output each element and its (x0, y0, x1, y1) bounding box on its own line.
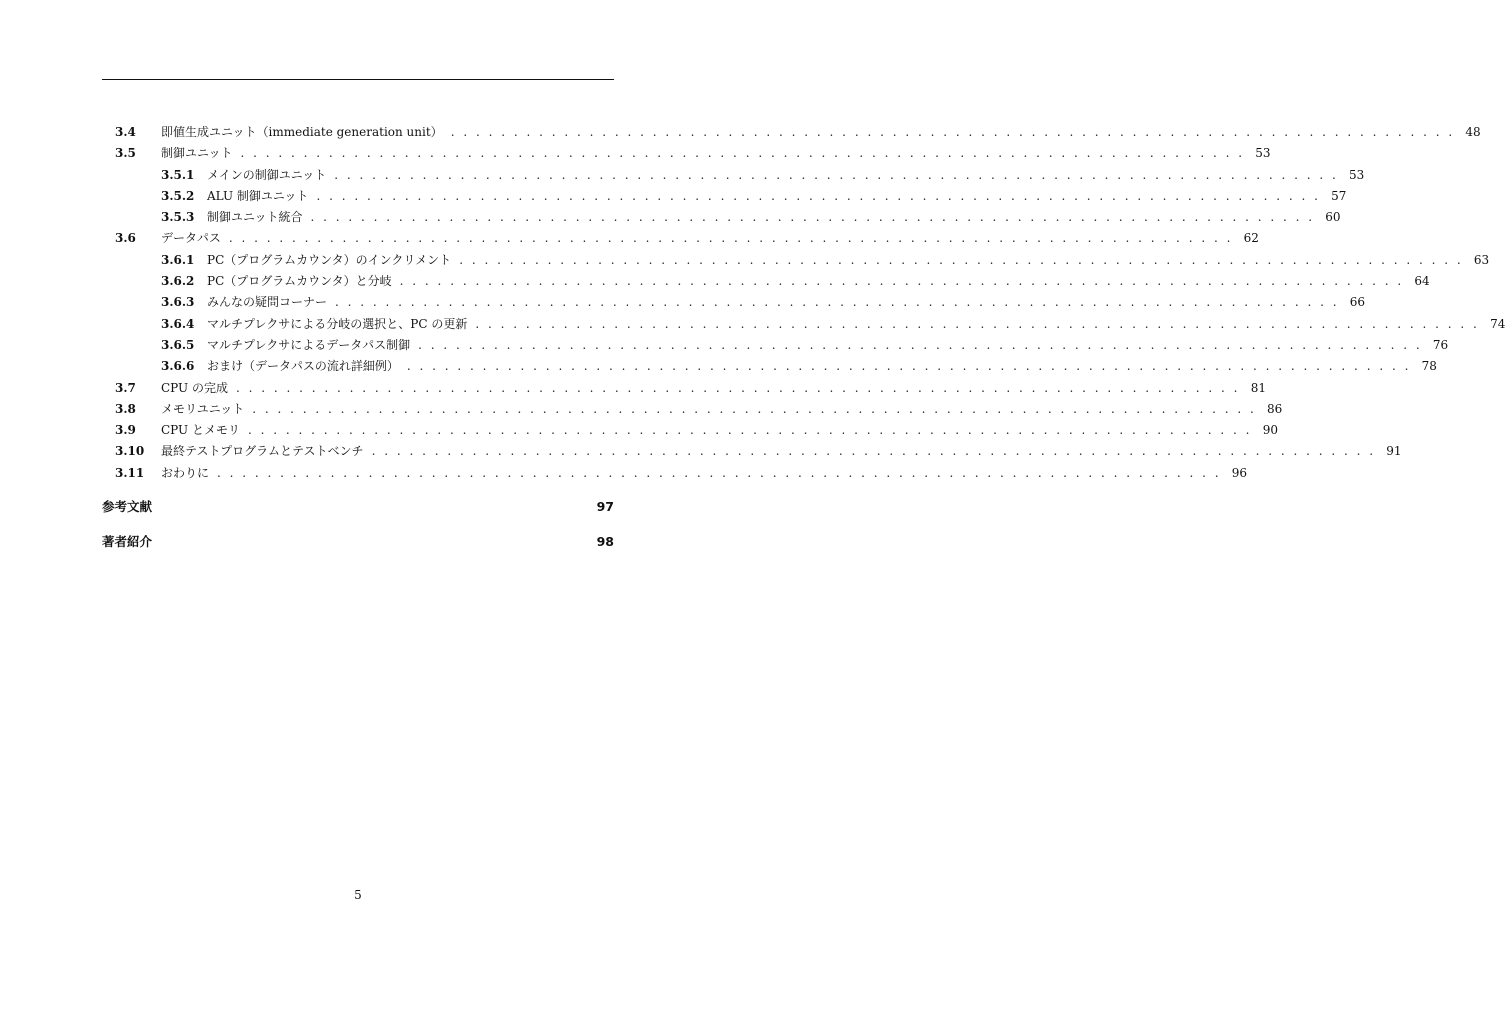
dot-leader: . . . . . . . . . . . . . . . . . . . . . . . . . . . . . . . . . . . . . . . . . . . . . . . . . . . . . . . . . . . . . . . . . . . . . . . . . . . . . . . . (335, 295, 1340, 310)
dot-leader: . . . . . . . . . . . . . . . . . . . . . . . . . . . . . . . . . . . . . . . . . . . . . . . . . . . . . . . . . . . . . . . . . . . . . . . . . . . . . . . . (217, 465, 1222, 480)
toc-entry-title: おまけ（データパスの流れ詳細例） (207, 359, 399, 374)
dot-leader: . . . . . . . . . . . . . . . . . . . . . . . . . . . . . . . . . . . . . . . . . . . . . . . . . . . . . . . . . . . . . . . . . . . . . . . . . . . . . . . . (475, 316, 1480, 331)
toc-entry-number: 3.6.3 (161, 295, 195, 310)
toc-entry[interactable] (102, 122, 1481, 143)
toc-entry-number: 3.5 (115, 146, 136, 161)
dot-leader: . . . . . . . . . . . . . . . . . . . . . . . . . . . . . . . . . . . . . . . . . . . . . . . . . . . . . . . . . . . . . . . . . . . . . . . . . . . . . . . . (406, 359, 1411, 374)
toc-entry[interactable] (102, 399, 1283, 420)
toc-entry-title: 最終テストプログラムとテストベンチ (161, 444, 364, 459)
toc-entry[interactable] (102, 143, 1271, 164)
toc-entry-number: 3.5.2 (161, 188, 195, 203)
toc-entry[interactable] (102, 420, 1278, 441)
toc-entry-number: 3.6 (115, 231, 136, 246)
toc-entry-page: 48 (1465, 125, 1481, 139)
toc-entry-page: 86 (1267, 401, 1283, 416)
toc-entry-title: マルチプレクサによるデータパス制御 (207, 337, 411, 352)
chapter-title: 参考文献 (102, 499, 153, 514)
header-rule (102, 79, 614, 80)
toc-entry-page: 74 (1490, 316, 1505, 331)
toc-entry-title: CPU とメモリ (161, 423, 240, 438)
dot-leader: . . . . . . . . . . . . . . . . . . . . . . . . . . . . . . . . . . . . . . . . . . . . . . . . . . . . . . . . . . . . . . . . . . . . . . . . . . . . . . . . (399, 274, 1404, 289)
dot-leader: . . . . . . . . . . . . . . . . . . . . . . . . . . . . . . . . . . . . . . . . . . . . . . . . . . . . . . . . . . . . . . . . . . . . . . . . . . . . . . . . (235, 380, 1240, 395)
toc-entry-title: 制御ユニット (161, 146, 233, 161)
toc-entry-page: 53 (1255, 146, 1271, 161)
toc-entry-number: 3.6.1 (161, 252, 195, 267)
toc-entry[interactable] (102, 207, 1341, 228)
toc-entry-number: 3.5.1 (161, 167, 195, 182)
dot-leader: . . . . . . . . . . . . . . . . . . . . . . . . . . . . . . . . . . . . . . . . . . . . . . . . . . . . . . . . . . . . . . . . . . . . . . . . . . . . . . . . (310, 210, 1315, 225)
toc-entry[interactable] (102, 165, 1365, 186)
dot-leader: . . . . . . . . . . . . . . . . . . . . . . . . . . . . . . . . . . . . . . . . . . . . . . . . . . . . . . . . . . . . . . . . . . . . . . . . . . . . . . . . (418, 337, 1423, 352)
toc-entry-title: マルチプレクサによる分岐の選択と、PC の更新 (207, 316, 468, 331)
chapter-page: 98 (596, 534, 614, 549)
toc-entry-title: メインの制御ユニット (207, 167, 327, 182)
toc-entry-page: 53 (1349, 167, 1365, 182)
dot-leader: . . . . . . . . . . . . . . . . . . . . . . . . . . . . . . . . . . . . . . . . . . . . . . . . . . . . . . . . . . . . . . . . . . . . . . . . . . . . . . . . (247, 423, 1252, 438)
toc-entry-page: 63 (1473, 252, 1490, 267)
toc-entry-number: 3.6.5 (161, 337, 195, 352)
toc-entry[interactable] (102, 441, 1402, 462)
toc-entry[interactable] (102, 335, 1449, 356)
chapter-page: 97 (596, 499, 614, 514)
toc-entry-number: 3.8 (115, 401, 136, 416)
toc-entry-number: 3.9 (115, 423, 136, 438)
toc-entry-page: 96 (1231, 465, 1248, 480)
toc-entry[interactable] (102, 463, 1248, 484)
toc-entry-page: 66 (1349, 295, 1366, 310)
toc-chapter-author[interactable] (102, 532, 614, 552)
toc-entry-number: 3.11 (115, 465, 145, 480)
dot-leader: . . . . . . . . . . . . . . . . . . . . . . . . . . . . . . . . . . . . . . . . . . . . . . . . . . . . . . . . . . . . . . . . . . . . . . . . . . . . . . . . (371, 444, 1376, 459)
toc-entry-number: 3.4 (115, 125, 136, 139)
toc-entry-number: 3.10 (115, 444, 145, 459)
page-number: 5 (354, 888, 362, 902)
toc-entry-number: 3.5.3 (161, 210, 195, 225)
toc-entry-page: 78 (1421, 359, 1437, 374)
toc-entry-page: 90 (1262, 423, 1278, 438)
toc-entry-title: メモリユニット (161, 401, 245, 416)
toc-entry-page: 57 (1331, 188, 1347, 203)
toc-entry[interactable] (102, 314, 1505, 335)
toc-entry[interactable] (102, 271, 1430, 292)
toc-entry-page: 91 (1386, 444, 1402, 459)
toc-entry-number: 3.6.2 (161, 274, 195, 289)
toc-entry[interactable] (102, 378, 1266, 399)
toc-entry-title: データパス (161, 231, 221, 246)
dot-leader: . . . . . . . . . . . . . . . . . . . . . . . . . . . . . . . . . . . . . . . . . . . . . . . . . . . . . . . . . . . . . . . . . . . . . . . . . . . . . . . . (252, 401, 1257, 416)
toc-entry-number: 3.7 (115, 380, 136, 395)
dot-leader: . . . . . . . . . . . . . . . . . . . . . . . . . . . . . . . . . . . . . . . . . . . . . . . . . . . . . . . . . . . . . . . . . . . . . . . . . . . . . . . . (450, 125, 1455, 139)
toc-entry-page: 76 (1432, 337, 1449, 352)
dot-leader: . . . . . . . . . . . . . . . . . . . . . . . . . . . . . . . . . . . . . . . . . . . . . . . . . . . . . . . . . . . . . . . . . . . . . . . . . . . . . . . . (334, 167, 1339, 182)
toc-entry[interactable] (102, 186, 1347, 207)
toc-entry-page: 81 (1250, 380, 1266, 395)
toc-entry-number: 3.6.6 (161, 359, 195, 374)
dot-leader: . . . . . . . . . . . . . . . . . . . . . . . . . . . . . . . . . . . . . . . . . . . . . . . . . . . . . . . . . . . . . . . . . . . . . . . . . . . . . . . . (459, 252, 1464, 267)
toc-entry-title: みんなの疑問コーナー (207, 295, 328, 310)
toc-entry[interactable] (102, 356, 1437, 377)
toc-entry-title: 即値生成ユニット（immediate generation unit） (161, 125, 443, 139)
toc-entry-title: CPU の完成 (161, 380, 228, 395)
toc-entry-title: 制御ユニット統合 (207, 210, 303, 225)
toc-entry[interactable] (102, 292, 1366, 313)
dot-leader: . . . . . . . . . . . . . . . . . . . . . . . . . . . . . . . . . . . . . . . . . . . . . . . . . . . . . . . . . . . . . . . . . . . . . . . . . . . . . . . . (228, 231, 1233, 246)
toc-entry[interactable] (102, 228, 1259, 249)
toc-entry-title: おわりに (161, 465, 210, 480)
table-of-contents (102, 122, 1505, 484)
toc-entry-title: PC（プログラムカウンタ）と分岐 (207, 274, 392, 289)
dot-leader: . . . . . . . . . . . . . . . . . . . . . . . . . . . . . . . . . . . . . . . . . . . . . . . . . . . . . . . . . . . . . . . . . . . . . . . . . . . . . . . . (240, 146, 1245, 161)
toc-chapter-references[interactable] (102, 497, 614, 517)
toc-entry-title: ALU 制御ユニット (207, 188, 309, 203)
toc-entry-title: PC（プログラムカウンタ）のインクリメント (207, 252, 452, 267)
dot-leader: . . . . . . . . . . . . . . . . . . . . . . . . . . . . . . . . . . . . . . . . . . . . . . . . . . . . . . . . . . . . . . . . . . . . . . . . . . . . . . . . (316, 188, 1321, 203)
toc-entry-number: 3.6.4 (161, 316, 195, 331)
toc-entry-page: 60 (1325, 210, 1341, 225)
toc-entry-page: 64 (1414, 274, 1430, 289)
chapter-title: 著者紹介 (102, 534, 153, 549)
toc-entry-page: 62 (1243, 231, 1259, 246)
toc-entry[interactable] (102, 250, 1490, 271)
